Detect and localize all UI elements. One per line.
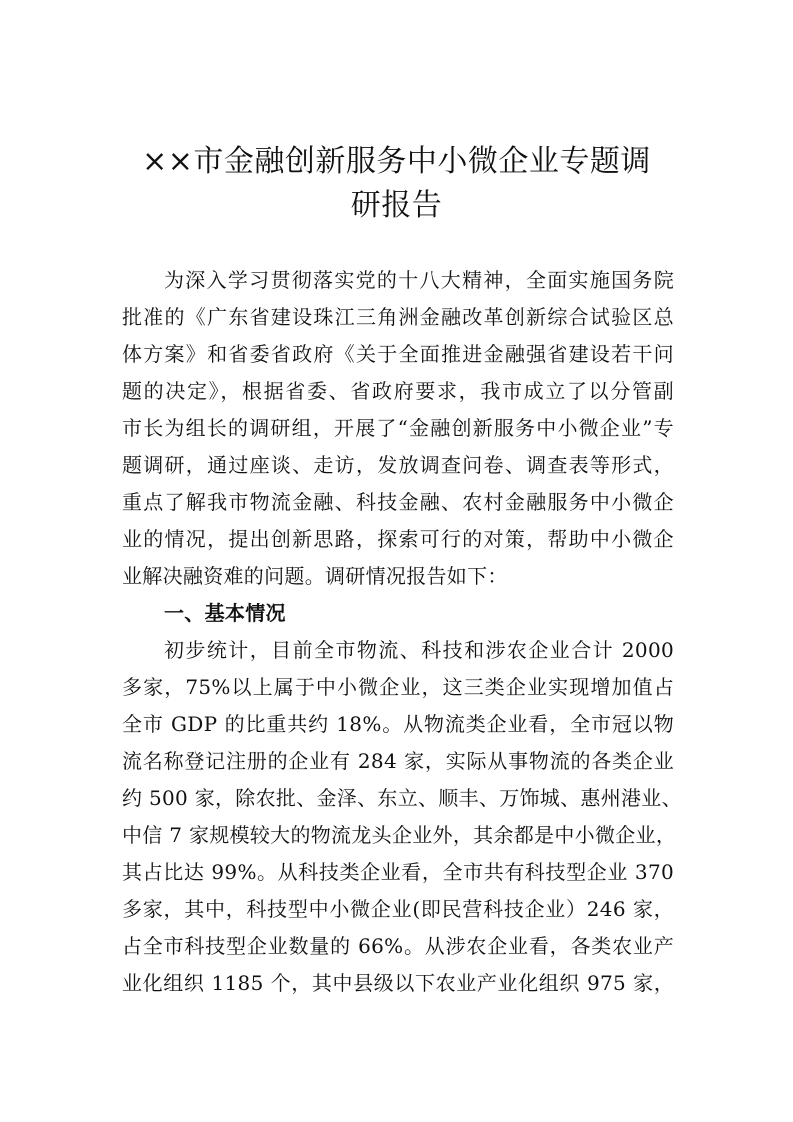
text-line: 题的决定》，根据省委、省政府要求，我市成立了以分管副 <box>122 379 674 403</box>
title-line: 研报告 <box>350 188 443 223</box>
intro-paragraph <box>122 262 674 595</box>
text-line: 约 500 家，除农批、金泽、东立、顺丰、万饰城、惠州港业、 <box>122 786 682 810</box>
text-line: 流名称登记注册的企业有 284 家，实际从事物流的各类企业 <box>122 749 674 773</box>
basic-info-paragraph <box>122 632 682 1002</box>
text-line: 为深入学习贯彻落实党的十八大精神，全面实施国务院 <box>164 268 674 292</box>
section-heading: 一、基本情况 <box>164 601 286 625</box>
text-line: 占全市科技型企业数量的 66%。从涉农企业看，各类农业产 <box>122 934 674 958</box>
text-line: 多家，75%以上属于中小微企业，这三类企业实现增加值占 <box>122 675 674 699</box>
text-line: 业解决融资难的问题。调研情况报告如下： <box>122 564 508 588</box>
report-title <box>120 140 673 228</box>
text-line: 重点了解我市物流金融、科技金融、农村金融服务中小微企 <box>122 490 674 514</box>
text-line: 其占比达 99%。从科技类企业看，全市共有科技型企业 370 <box>122 860 674 884</box>
text-line: 业化组织 1185 个，其中县级以下农业产业化组织 975 家， <box>122 971 674 995</box>
text-line: 中信 7 家规模较大的物流龙头企业外，其余都是中小微企业， <box>122 823 677 847</box>
text-line: 全市 GDP 的比重共约 18%。从物流类企业看，全市冠以物 <box>122 712 674 736</box>
text-line: 批准的《广东省建设珠江三角洲金融改革创新综合试验区总 <box>122 305 674 329</box>
report-body <box>122 262 682 1002</box>
text-line: 业的情况，提出创新思路，探索可行的对策，帮助中小微企 <box>122 527 674 551</box>
title-line: ××市金融创新服务中小微企业专题调 <box>142 144 651 179</box>
text-line: 体方案》和省委省政府《关于全面推进金融强省建设若干问 <box>122 342 674 366</box>
text-line: 初步统计，目前全市物流、科技和涉农企业合计 2000 <box>164 638 674 662</box>
text-line: 题调研，通过座谈、走访，发放调查问卷、调查表等形式， <box>122 453 674 477</box>
text-line: 多家，其中，科技型中小微企业(即民营科技企业）246 家， <box>122 897 674 921</box>
text-line: 市长为组长的调研组，开展了“金融创新服务中小微企业”专 <box>122 416 674 440</box>
